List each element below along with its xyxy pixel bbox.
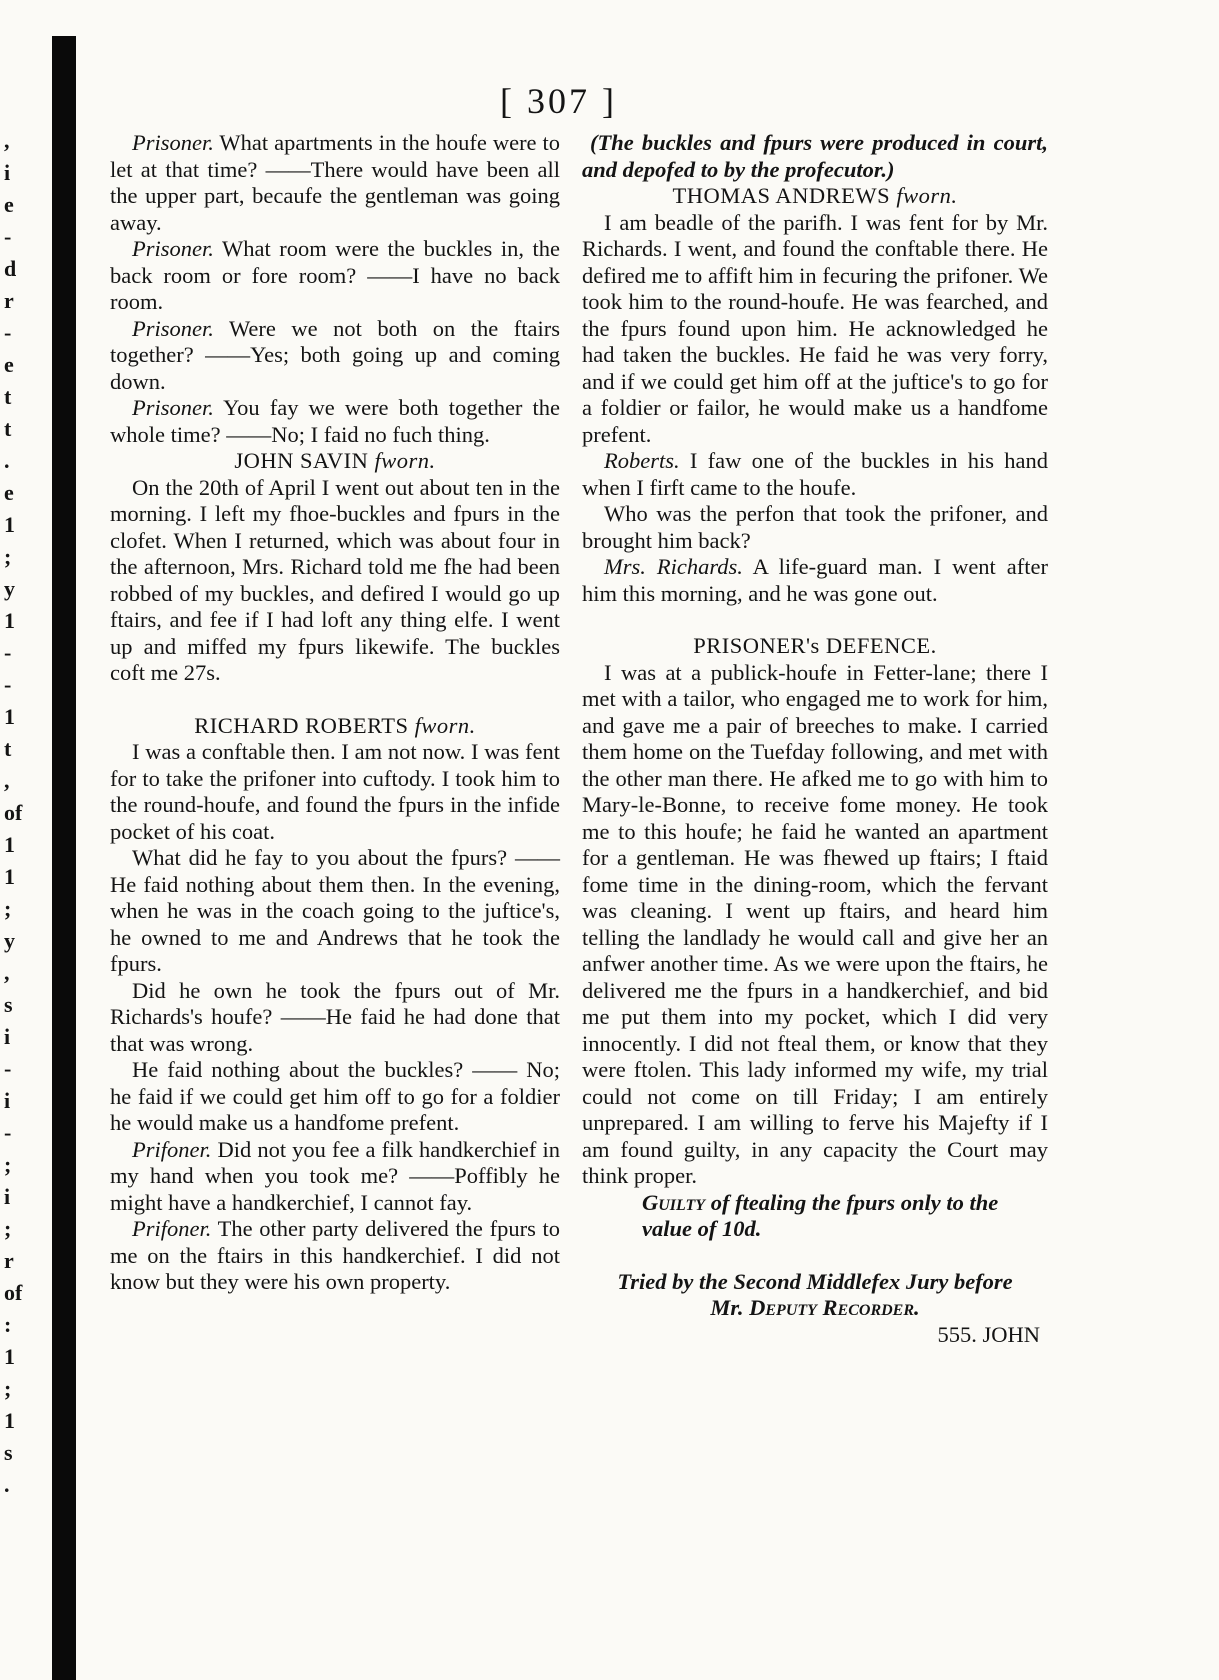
witness-name: PRISONER's DEFENCE. <box>693 633 937 658</box>
bleed-char: r <box>4 1248 14 1273</box>
sworn-label: fworn. <box>890 183 958 208</box>
testimony-paragraph <box>582 501 1048 554</box>
bleed-char: r <box>4 288 14 313</box>
paragraph-text: You fay we were both together the whole time? ——No; I faid no fuch thing. <box>110 395 560 447</box>
witness-name: RICHARD ROBERTS <box>194 712 409 738</box>
verdict-text: of ftealing the fpurs only to the value of 10d. <box>642 1189 999 1241</box>
bleed-char: s <box>4 992 13 1017</box>
paragraph-text: The other party delivered the fpurs to me on the ftairs in this handkerchief. I did not know but they were his own property. <box>110 1216 560 1294</box>
paragraph-text: I am beadle of the parifh. I was fent for by Mr. Richards. I went, and found the conftable there. He defired me to affift him in fecuring the prifoner. We took him to the round-houfe. He was fearched, and the fpurs found upon him. He acknowledged he had taken the buckles. He faid he was very forry, and if we could get him off at the juftice's to go for a foldier or failor, he would make us a handfome prefent. <box>582 209 1048 447</box>
paragraph-text: Did he own he took the fpurs out of Mr. Richards's houfe? ——He faid he had done that that was wrong. <box>110 977 560 1056</box>
bleed-char: - <box>4 320 12 345</box>
testimony-paragraph <box>110 1216 560 1296</box>
witness-heading <box>110 713 560 740</box>
bleed-char: e <box>4 192 14 217</box>
testimony-paragraph <box>582 660 1048 1190</box>
testimony-paragraph <box>110 845 560 978</box>
bleed-char: ; <box>4 1216 12 1241</box>
facing-page-bleed <box>0 130 24 1530</box>
jury-line-1: Tried by the Second Middlefex Jury before <box>617 1268 1013 1294</box>
court-note: (The buckles and fpurs were produced in court, and depofed to by the profecutor.) <box>582 130 1048 182</box>
bleed-char: . <box>4 1472 10 1497</box>
bleed-char: - <box>4 224 12 249</box>
paragraph-text: On the 20th of April I went out about ten in the morning. I left my fhoe-buckles and fpurs in the clofet. When I returned, which was about four in the afternoon, Mrs. Richard told me fhe had been robbed of my buckles, and defired I would go up ftairs, and fee if I had loft any thing elfe. I went up and miffed my fpurs likewife. The buckles coft me 27s. <box>110 474 560 685</box>
testimony-paragraph <box>110 236 560 316</box>
testimony-paragraph <box>110 475 560 687</box>
bleed-char: . <box>4 448 10 473</box>
speaker-label: Prisoner. <box>132 236 214 261</box>
bleed-char: 1 <box>4 1408 15 1433</box>
witness-name: THOMAS ANDREWS <box>672 183 891 208</box>
speaker-label: Prifoner. <box>132 1216 212 1241</box>
paragraph-text: Were we not both on the ftairs together? ——Yes; both going up and coming down. <box>110 315 560 394</box>
bleed-char: 1 <box>4 704 15 729</box>
bleed-char: ; <box>4 544 12 569</box>
jury-line-2: Mr. <box>710 1295 750 1320</box>
testimony-paragraph <box>110 130 560 236</box>
verdict-lead: Guilty <box>642 1189 706 1215</box>
testimony-paragraph <box>110 1057 560 1137</box>
speaker-label: Prisoner. <box>132 315 214 341</box>
bleed-char: ; <box>4 1152 12 1177</box>
speaker-label: Roberts. <box>604 448 680 473</box>
bleed-char: , <box>4 960 10 985</box>
bleed-char: , <box>4 768 10 793</box>
bleed-char: 1 <box>4 608 15 633</box>
bleed-char: t <box>4 416 12 441</box>
section-gap <box>582 1243 1048 1269</box>
testimony-paragraph <box>110 316 560 396</box>
right-column <box>582 130 1048 1348</box>
testimony-paragraph <box>582 554 1048 607</box>
bleed-char: 1 <box>4 864 15 889</box>
catchword: 555. JOHN <box>937 1321 1040 1347</box>
witness-heading <box>582 633 1048 660</box>
bleed-char: t <box>4 736 12 761</box>
bleed-char: - <box>4 672 12 697</box>
bleed-char: y <box>4 576 15 601</box>
bleed-char: y <box>4 928 15 953</box>
paragraph-text: I was a conftable then. I am not now. I was fent for to take the prifoner into cuftody. I took him to the round-houfe, and found the fpurs in the infide pocket of his coat. <box>110 739 560 844</box>
bleed-char: - <box>4 1120 12 1145</box>
testimony-paragraph <box>110 978 560 1058</box>
speaker-label: Prisoner. <box>132 130 214 155</box>
bleed-char: e <box>4 352 14 377</box>
paragraph-text: I was at a publick-houfe in Fetter-lane; there I met with a tailor, who engaged me to work for him, and gave me a pair of breeches to make. I carried them home on the Tuefday following, and met with the other man there. He afked me to go with him to Mary-le-Bonne, to receive fome money. He took me to this houfe; he faid he wanted an apartment for a gentleman. He was fhewed up ftairs; I ftaid fome time in the dining-room, which the fervant was cleaning. I went up ftairs, and heard him telling the landlady he would call and give her an anfwer another time. As we were upon the ftairs, he delivered me the fpurs in a handkerchief, and bid me put them into my pocket, which I did very innocently. I did not fteal them, or know that they were ftolen. This lady informed my wife, my trial could not come on till Friday; I am entirely unprepared. I am willing to ferve his Majefty if I am found guilty, in any capacity the Court may think proper. <box>582 659 1048 1188</box>
testimony-paragraph <box>110 1137 560 1217</box>
bleed-char: of <box>4 1280 23 1305</box>
bleed-char: i <box>4 1088 11 1113</box>
bleed-char: of <box>4 800 23 825</box>
testimony-paragraph <box>110 739 560 845</box>
witness-heading <box>582 183 1048 210</box>
page-number: [ 307 ] <box>500 81 617 121</box>
verdict <box>582 1190 1048 1243</box>
bleed-char: - <box>4 640 12 665</box>
speaker-label: Prisoner. <box>132 395 214 420</box>
testimony-paragraph <box>110 395 560 448</box>
paragraph-text: A life-guard man. I went after him this morning, and he was gone out. <box>582 554 1048 606</box>
bleed-char: 1 <box>4 512 15 537</box>
paragraph-text: What room were the buckles in, the back room or fore room? ——I have no back room. <box>110 236 560 314</box>
paragraph-text: What did he fay to you about the fpurs? ——He faid nothing about them then. In the evening, when he was in the coach going to the juftice's, he owned to me and Andrews that he took the fpurs. <box>110 845 560 976</box>
paragraph-text: I faw one of the buckles in his hand when I firft came to the houfe. <box>582 448 1048 500</box>
bleed-char: 1 <box>4 1344 15 1369</box>
bleed-char: 1 <box>4 832 15 857</box>
bleed-char: i <box>4 1184 11 1209</box>
witness-heading <box>110 448 560 475</box>
sworn-label: fworn. <box>368 448 436 473</box>
witness-name: JOHN SAVIN <box>234 448 369 473</box>
bleed-char: s <box>4 1440 13 1465</box>
bleed-char: t <box>4 384 12 409</box>
sworn-label: fworn. <box>408 712 476 738</box>
paragraph-text: Did not you fee a filk handkerchief in my hand when you took me? ——Poffibly he might have a handkerchief, I cannot fay. <box>110 1136 560 1215</box>
section-gap <box>582 607 1048 633</box>
testimony-paragraph <box>582 448 1048 501</box>
paragraph-text: What apartments in the houfe were to let at that time? ——There would have been all the upper part, becaufe the gentleman was going away. <box>110 130 560 235</box>
bleed-char: , <box>4 128 10 153</box>
recorder-title: Deputy Recorder. <box>749 1295 920 1320</box>
paragraph-text: He faid nothing about the buckles? —— No; he faid if we could get him off to go for a foldier he would make us a handfome prefent. <box>110 1057 560 1135</box>
testimony-paragraph <box>582 210 1048 449</box>
jury-line <box>582 1269 1048 1322</box>
bleed-char: ; <box>4 1376 12 1401</box>
book-spine-shadow <box>52 36 76 1680</box>
bleed-char: i <box>4 160 11 185</box>
speaker-label: Mrs. Richards. <box>604 554 743 579</box>
bleed-char: i <box>4 1024 11 1049</box>
left-column <box>110 130 560 1296</box>
section-gap <box>110 687 560 713</box>
bleed-char: d <box>4 256 17 281</box>
speaker-label: Prifoner. <box>132 1136 212 1162</box>
paragraph-text: Who was the perfon that took the prifoner, and brought him back? <box>582 501 1048 553</box>
bleed-char: e <box>4 480 14 505</box>
bleed-char: ; <box>4 896 12 921</box>
bleed-char: - <box>4 1056 12 1081</box>
bleed-char: : <box>4 1312 12 1337</box>
